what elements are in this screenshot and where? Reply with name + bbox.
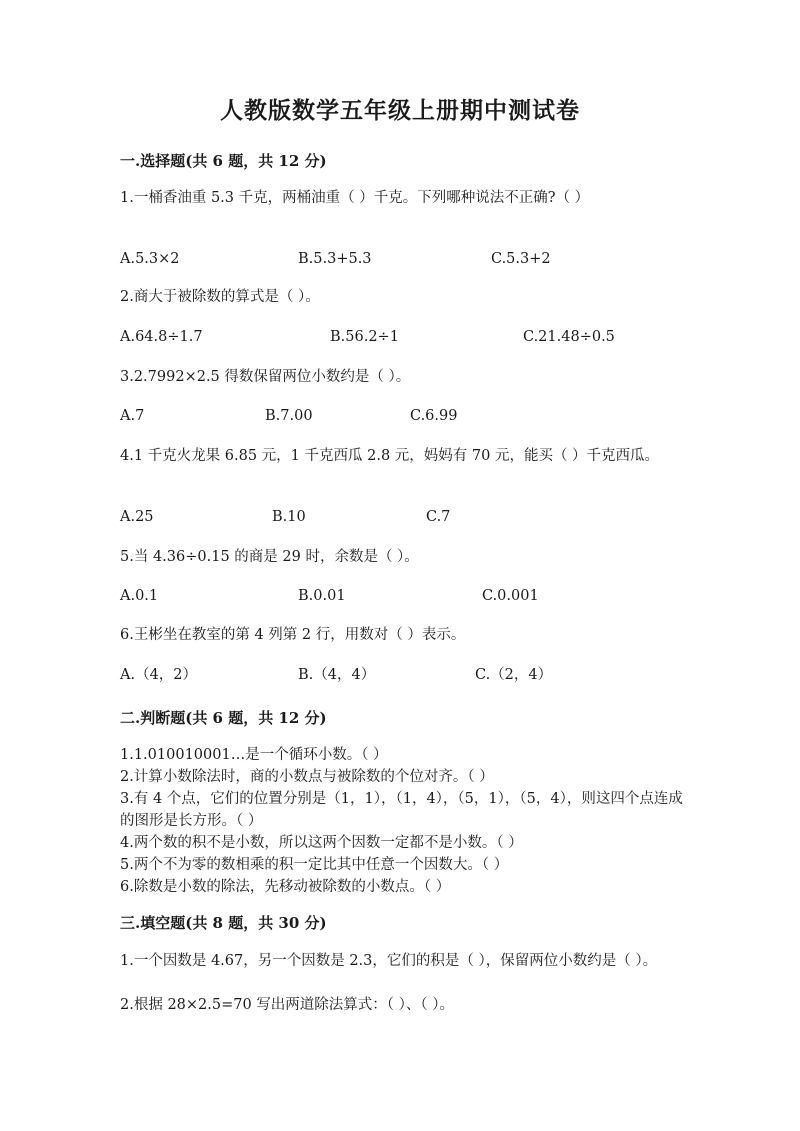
option-b: B.10 — [272, 509, 306, 525]
option-a: A.64.8÷1.7 — [120, 329, 203, 345]
question-6: 6.王彬坐在教室的第 4 列第 2 行，用数对（ ）表示。 — [120, 627, 466, 643]
option-c: C.0.001 — [482, 588, 539, 604]
option-c: C.6.99 — [410, 408, 458, 424]
option-b: B.7.00 — [265, 408, 313, 424]
option-a: A.25 — [120, 509, 154, 525]
question-3: 3.2.7992×2.5 得数保留两位小数约是（ ）。 — [120, 369, 411, 385]
option-b: B.（4，4） — [298, 667, 376, 683]
fill-item-2: 2.根据 28×2.5=70 写出两道除法算式：（ ）、（ ）。 — [120, 997, 455, 1013]
section-heading-judgment: 二.判断题(共 6 题，共 12 分) — [120, 709, 327, 727]
judgment-item-4: 4.两个数的积不是小数，所以这两个因数一定都不是小数。（ ） — [120, 835, 523, 851]
judgment-item-3: 3.有 4 个点，它们的位置分别是（1，1），（1，4），（5，1），（5，4），则这四个点连成的图形是长方形。（ ） — [120, 791, 683, 829]
option-b: B.0.01 — [298, 588, 346, 604]
option-c: C.5.3+2 — [491, 251, 551, 267]
judgment-item-2: 2.计算小数除法时，商的小数点与被除数的个位对齐。（ ） — [120, 769, 494, 785]
option-a: A.7 — [120, 408, 145, 424]
judgment-item-5: 5.两个不为零的数相乘的积一定比其中任意一个因数大。（ ） — [120, 857, 509, 873]
question-4: 4.1 千克火龙果 6.85 元，1 千克西瓜 2.8 元，妈妈有 70 元，能买（ ）千克西瓜。 — [120, 448, 660, 464]
option-b: B.56.2÷1 — [330, 329, 399, 345]
option-c: C.7 — [426, 509, 451, 525]
section-heading-fill: 三.填空题(共 8 题，共 30 分) — [120, 914, 327, 932]
section-heading-choice: 一.选择题(共 6 题，共 12 分) — [120, 152, 327, 170]
option-a: A.5.3×2 — [120, 251, 180, 267]
fill-item-1: 1.一个因数是 4.67，另一个因数是 2.3，它们的积是（ ），保留两位小数约是（ ）。 — [120, 953, 658, 969]
option-a: A.（4，2） — [120, 667, 198, 683]
judgment-item-6: 6.除数是小数的除法，先移动被除数的小数点。（ ） — [120, 879, 451, 895]
question-2: 2.商大于被除数的算式是（ ）。 — [120, 289, 320, 305]
option-b: B.5.3+5.3 — [298, 251, 372, 267]
option-c: C.21.48÷0.5 — [523, 329, 615, 345]
judgment-item-1: 1.1.010010001…是一个循环小数。（ ） — [120, 747, 388, 763]
option-c: C.（2，4） — [475, 667, 553, 683]
question-5: 5.当 4.36÷0.15 的商是 29 时，余数是（ ）。 — [120, 549, 419, 565]
question-1: 1.一桶香油重 5.3 千克，两桶油重（ ）千克。下列哪种说法不正确?（ ） — [120, 190, 590, 206]
page-title: 人教版数学五年级上册期中测试卷 — [220, 97, 580, 124]
option-a: A.0.1 — [120, 588, 159, 604]
